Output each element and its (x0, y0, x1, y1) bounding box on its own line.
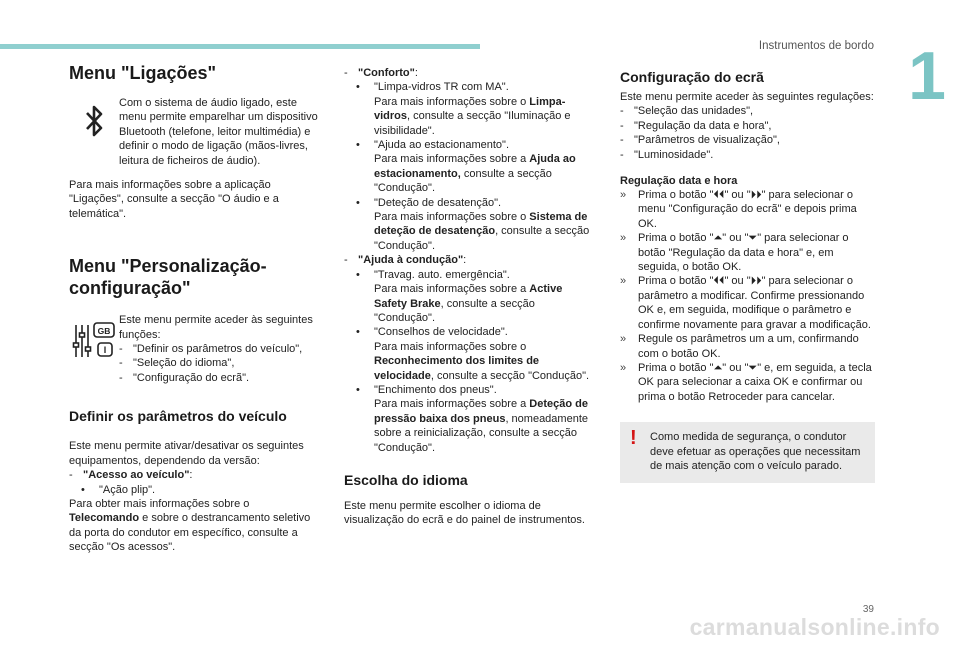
ecra-title: Configuração do ecrã (620, 69, 764, 85)
list-item: • "Deteção de desatenção". Para mais informações sobre o Sistema de deteção de desatenção, consulte a secção "Condução". (352, 196, 594, 254)
list-item: - "Luminosidade". (620, 148, 875, 162)
top-accent-bar (0, 44, 480, 49)
list-item: • "Conselhos de velocidade". Para mais informações sobre o Reconhecimento dos limites de velocidade, consulte a secção "Condução". (352, 325, 594, 383)
list-item: - "Configuração do ecrã". (119, 371, 319, 385)
settings-sliders-icon (69, 313, 119, 385)
list-item: • "Ação plip". (77, 483, 319, 497)
icon-label-i: I (103, 345, 107, 356)
veiculo-more-info: Para obter mais informações sobre o Telecomando e sobre o destrancamento seletivo da porta do condutor em específico, consulte a secção "Os acessos". (69, 497, 311, 554)
list-item: - "Seleção das unidades", (620, 104, 875, 118)
idioma-text: Este menu permite escolher o idioma de visualização do ecrã e do painel de instrumentos. (344, 499, 585, 527)
veiculo-title: Definir os parâmetros do veículo (69, 408, 287, 425)
list-item: - "Acesso ao veículo": (69, 468, 319, 482)
list-item: - "Parâmetros de visualização", (620, 133, 875, 147)
list-item: » Prima o botão "⏶" ou "⏷" e, em seguida, a tecla OK para selecionar a caixa OK e confirmar ou prima o botão Retroceder para cancelar. (620, 361, 875, 404)
idioma-title: Escolha do idioma (344, 471, 468, 488)
list-item: - "Ajuda à condução": (344, 253, 594, 267)
list-item: » Regule os parâmetros um a um, confirmando com o botão OK. (620, 332, 875, 361)
chapter-number: 1 (908, 38, 946, 114)
ecra-list (620, 104, 875, 162)
safety-warning-box (620, 422, 875, 483)
personalizacao-intro: Este menu permite aceder às seguintes funções: (119, 314, 313, 341)
personalizacao-list (119, 342, 319, 385)
regulacao-title: Regulação data e hora (620, 175, 738, 188)
list-item: - "Seleção do idioma", (119, 356, 319, 370)
list-item: - "Definir os parâmetros do veículo", (119, 342, 319, 356)
warning-icon: ! (630, 427, 637, 450)
veiculo-intro: Este menu permite ativar/desativar os seguintes equipamentos, dependendo da versão: (69, 440, 304, 467)
column-right (620, 68, 875, 483)
list-item: • "Ajuda ao estacionamento". Para mais informações sobre a Ajuda ao estacionamento, consulte a secção "Condução". (352, 138, 594, 196)
watermark: carmanualsonline.info (689, 614, 940, 640)
list-item: • "Enchimento dos pneus". Para mais informações sobre a Deteção de pressão baixa dos pneus, nomeadamente sobre a reinicialização, consulte a secção "Condução". (352, 383, 594, 455)
column-left (69, 62, 319, 555)
list-item: » Prima o botão "⏴⏴" ou "⏵⏵" para selecionar o parâmetro a modificar. Confirme pressionando OK e, em seguida, modifique o parâmetro e confirme novamente para gravar a modificação. (620, 274, 875, 332)
ecra-intro: Este menu permite aceder às seguintes regulações: (620, 91, 874, 103)
column-middle (344, 66, 594, 528)
list-item: - "Regulação da data e hora", (620, 119, 875, 133)
personalizacao-title: Menu "Personalização- configuração" (69, 256, 267, 299)
list-item: • "Limpa-vidros TR com MA". Para mais informações sobre o Limpa-vidros, consulte a secção "Iluminação e visibilidade". (352, 80, 594, 138)
ligacoes-more-info: Para mais informações sobre a aplicação "Ligações", consulte a secção "O áudio e a telemática". (69, 179, 279, 220)
list-item: » Prima o botão "⏶" ou "⏷" para selecionar o botão "Regulação da data e hora" e, em seguida, o botão OK. (620, 231, 875, 274)
bluetooth-icon (69, 96, 119, 168)
section-header: Instrumentos de bordo (758, 40, 874, 52)
icon-label-gb: GB (97, 326, 111, 337)
ligacoes-title: Menu "Ligações" (69, 63, 217, 83)
list-item: - "Conforto": (344, 66, 594, 80)
regulacao-steps (620, 188, 875, 404)
ligacoes-description: Com o sistema de áudio ligado, este menu permite emparelhar um dispositivo Bluetooth (telefone, leitor multimédia) e definir o modo de ligação (mãos-livres, leitura de ficheiros de áudio). (119, 97, 318, 167)
list-item: • "Travag. auto. emergência". Para mais informações sobre a Active Safety Brake, consulte a secção "Condução". (352, 268, 594, 326)
warning-text: Como medida de segurança, o condutor deve efetuar as operações que necessitam de mais atenção com o veículo parado. (650, 431, 861, 472)
page-number: 39 (862, 604, 874, 615)
list-item: » Prima o botão "⏴⏴" ou "⏵⏵" para selecionar o menu "Configuração do ecrã" e depois prima OK. (620, 188, 875, 231)
